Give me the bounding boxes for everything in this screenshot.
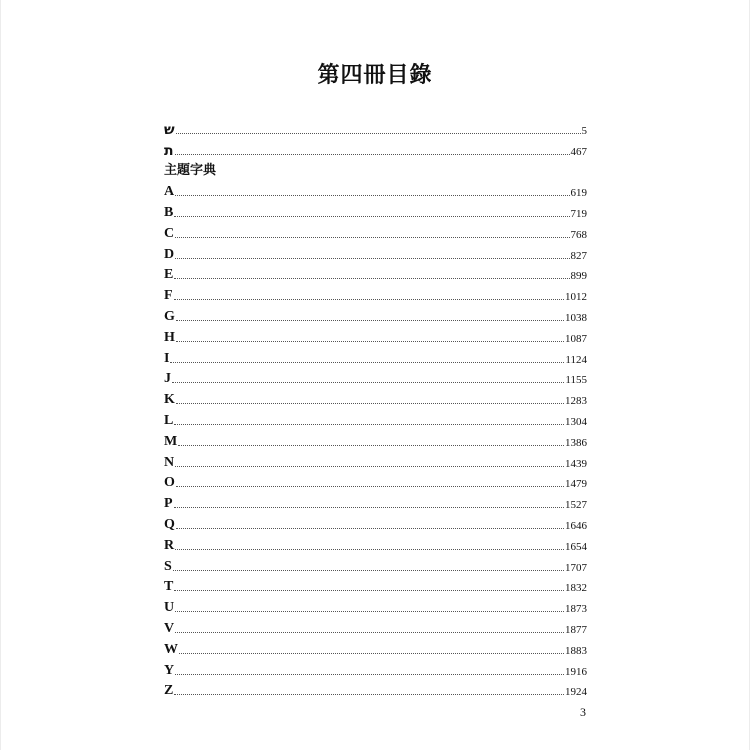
- dot-leader: [174, 299, 564, 300]
- toc-row: [164, 470, 587, 491]
- toc-page-number: 768: [570, 228, 587, 241]
- toc-page-number: 1832: [565, 582, 587, 595]
- dot-leader: [172, 382, 564, 383]
- toc-page-number: 1283: [565, 395, 587, 408]
- toc-page-number: 719: [570, 207, 587, 220]
- table-of-contents: [164, 116, 587, 698]
- toc-label: I: [164, 350, 170, 366]
- toc-label: M: [164, 433, 178, 449]
- toc-page-number: 1916: [565, 665, 587, 678]
- toc-label: O: [164, 475, 175, 491]
- toc-label: W: [164, 641, 178, 657]
- toc-page-number: 1124: [565, 353, 587, 366]
- toc-label: P: [164, 496, 173, 512]
- toc-row-shin: [164, 116, 587, 137]
- toc-label: C: [164, 225, 175, 241]
- dot-leader: [175, 195, 569, 196]
- toc-row: [164, 636, 587, 657]
- dot-leader: [175, 674, 564, 675]
- toc-page-number: 1654: [565, 540, 587, 553]
- dot-leader: [176, 403, 564, 404]
- toc-page-number: 1707: [565, 561, 587, 574]
- toc-page-number: 1012: [565, 291, 587, 304]
- page-number: 3: [580, 705, 586, 719]
- toc-page-number: 899: [570, 270, 587, 283]
- toc-label: V: [164, 620, 175, 636]
- dot-leader: [175, 549, 564, 550]
- dot-leader: [175, 466, 564, 467]
- toc-row: [164, 532, 587, 553]
- toc-label: H: [164, 329, 175, 345]
- toc-page-number: 1883: [565, 644, 587, 657]
- toc-row: [164, 678, 587, 699]
- toc-label: F: [164, 288, 173, 304]
- toc-page-number: 1646: [565, 519, 587, 532]
- toc-label: ש: [164, 121, 175, 138]
- toc-row: [164, 386, 587, 407]
- toc-label: S: [164, 558, 172, 574]
- section-heading: 主題字典: [164, 163, 217, 179]
- toc-page-number: 1439: [565, 457, 587, 470]
- toc-label: L: [164, 412, 174, 428]
- dot-leader: [176, 341, 564, 342]
- toc-page-number: 1877: [565, 623, 587, 636]
- toc-page-number: 827: [570, 249, 587, 262]
- toc-label: Y: [164, 662, 175, 678]
- toc-row: [164, 220, 587, 241]
- toc-label: J: [164, 371, 171, 387]
- dot-leader: [174, 216, 569, 217]
- toc-row: [164, 553, 587, 574]
- toc-page-number: 1304: [565, 415, 587, 428]
- dot-leader: [176, 528, 564, 529]
- dot-leader: [175, 154, 570, 155]
- toc-row: [164, 407, 587, 428]
- toc-label: Z: [164, 683, 174, 699]
- toc-label: Q: [164, 516, 175, 532]
- toc-page-number: 1873: [565, 603, 587, 616]
- dot-leader: [170, 362, 564, 363]
- dot-leader: [173, 570, 564, 571]
- toc-page-number: 1924: [565, 686, 587, 699]
- toc-row: [164, 345, 587, 366]
- dot-leader: [174, 507, 564, 508]
- dot-leader: [178, 445, 564, 446]
- toc-row: [164, 241, 587, 262]
- toc-label: ת: [164, 142, 174, 159]
- dot-leader: [174, 694, 564, 695]
- toc-row: [164, 449, 587, 470]
- dot-leader: [175, 258, 569, 259]
- toc-page-number: 1527: [565, 499, 587, 512]
- toc-label: A: [164, 184, 175, 200]
- toc-page-number: 5: [581, 124, 587, 137]
- toc-row: [164, 594, 587, 615]
- toc-row: [164, 303, 587, 324]
- dot-leader: [176, 133, 581, 134]
- toc-row: [164, 490, 587, 511]
- toc-row: [164, 657, 587, 678]
- toc-label: E: [164, 267, 174, 283]
- dot-leader: [176, 320, 564, 321]
- toc-row: [164, 282, 587, 303]
- toc-label: R: [164, 537, 175, 553]
- dot-leader: [174, 590, 564, 591]
- toc-label: D: [164, 246, 175, 262]
- toc-row: [164, 428, 587, 449]
- dot-leader: [179, 653, 564, 654]
- toc-row: [164, 324, 587, 345]
- toc-row: [164, 262, 587, 283]
- toc-label: K: [164, 392, 175, 408]
- dot-leader: [174, 424, 564, 425]
- dot-leader: [174, 278, 569, 279]
- toc-row: [164, 511, 587, 532]
- page-title: 第四冊目錄: [317, 62, 433, 88]
- toc-page-number: 467: [570, 145, 587, 158]
- toc-page-number: 1386: [565, 436, 587, 449]
- toc-row: [164, 615, 587, 636]
- toc-label: U: [164, 600, 175, 616]
- toc-entries: [164, 178, 587, 698]
- toc-page-number: 619: [570, 187, 587, 200]
- toc-page-number: 1087: [565, 332, 587, 345]
- toc-row: [164, 366, 587, 387]
- toc-page-number: 1479: [565, 478, 587, 491]
- dot-leader: [175, 632, 564, 633]
- dot-leader: [175, 237, 569, 238]
- toc-page-number: 1155: [565, 374, 587, 387]
- toc-row: [164, 178, 587, 199]
- dot-leader: [176, 486, 564, 487]
- toc-row: [164, 574, 587, 595]
- toc-row-tav: [164, 137, 587, 158]
- toc-label: N: [164, 454, 175, 470]
- dot-leader: [175, 611, 564, 612]
- toc-row: [164, 199, 587, 220]
- toc-label: T: [164, 579, 174, 595]
- toc-label: G: [164, 308, 175, 324]
- toc-label: B: [164, 204, 174, 220]
- toc-page-number: 1038: [565, 311, 587, 324]
